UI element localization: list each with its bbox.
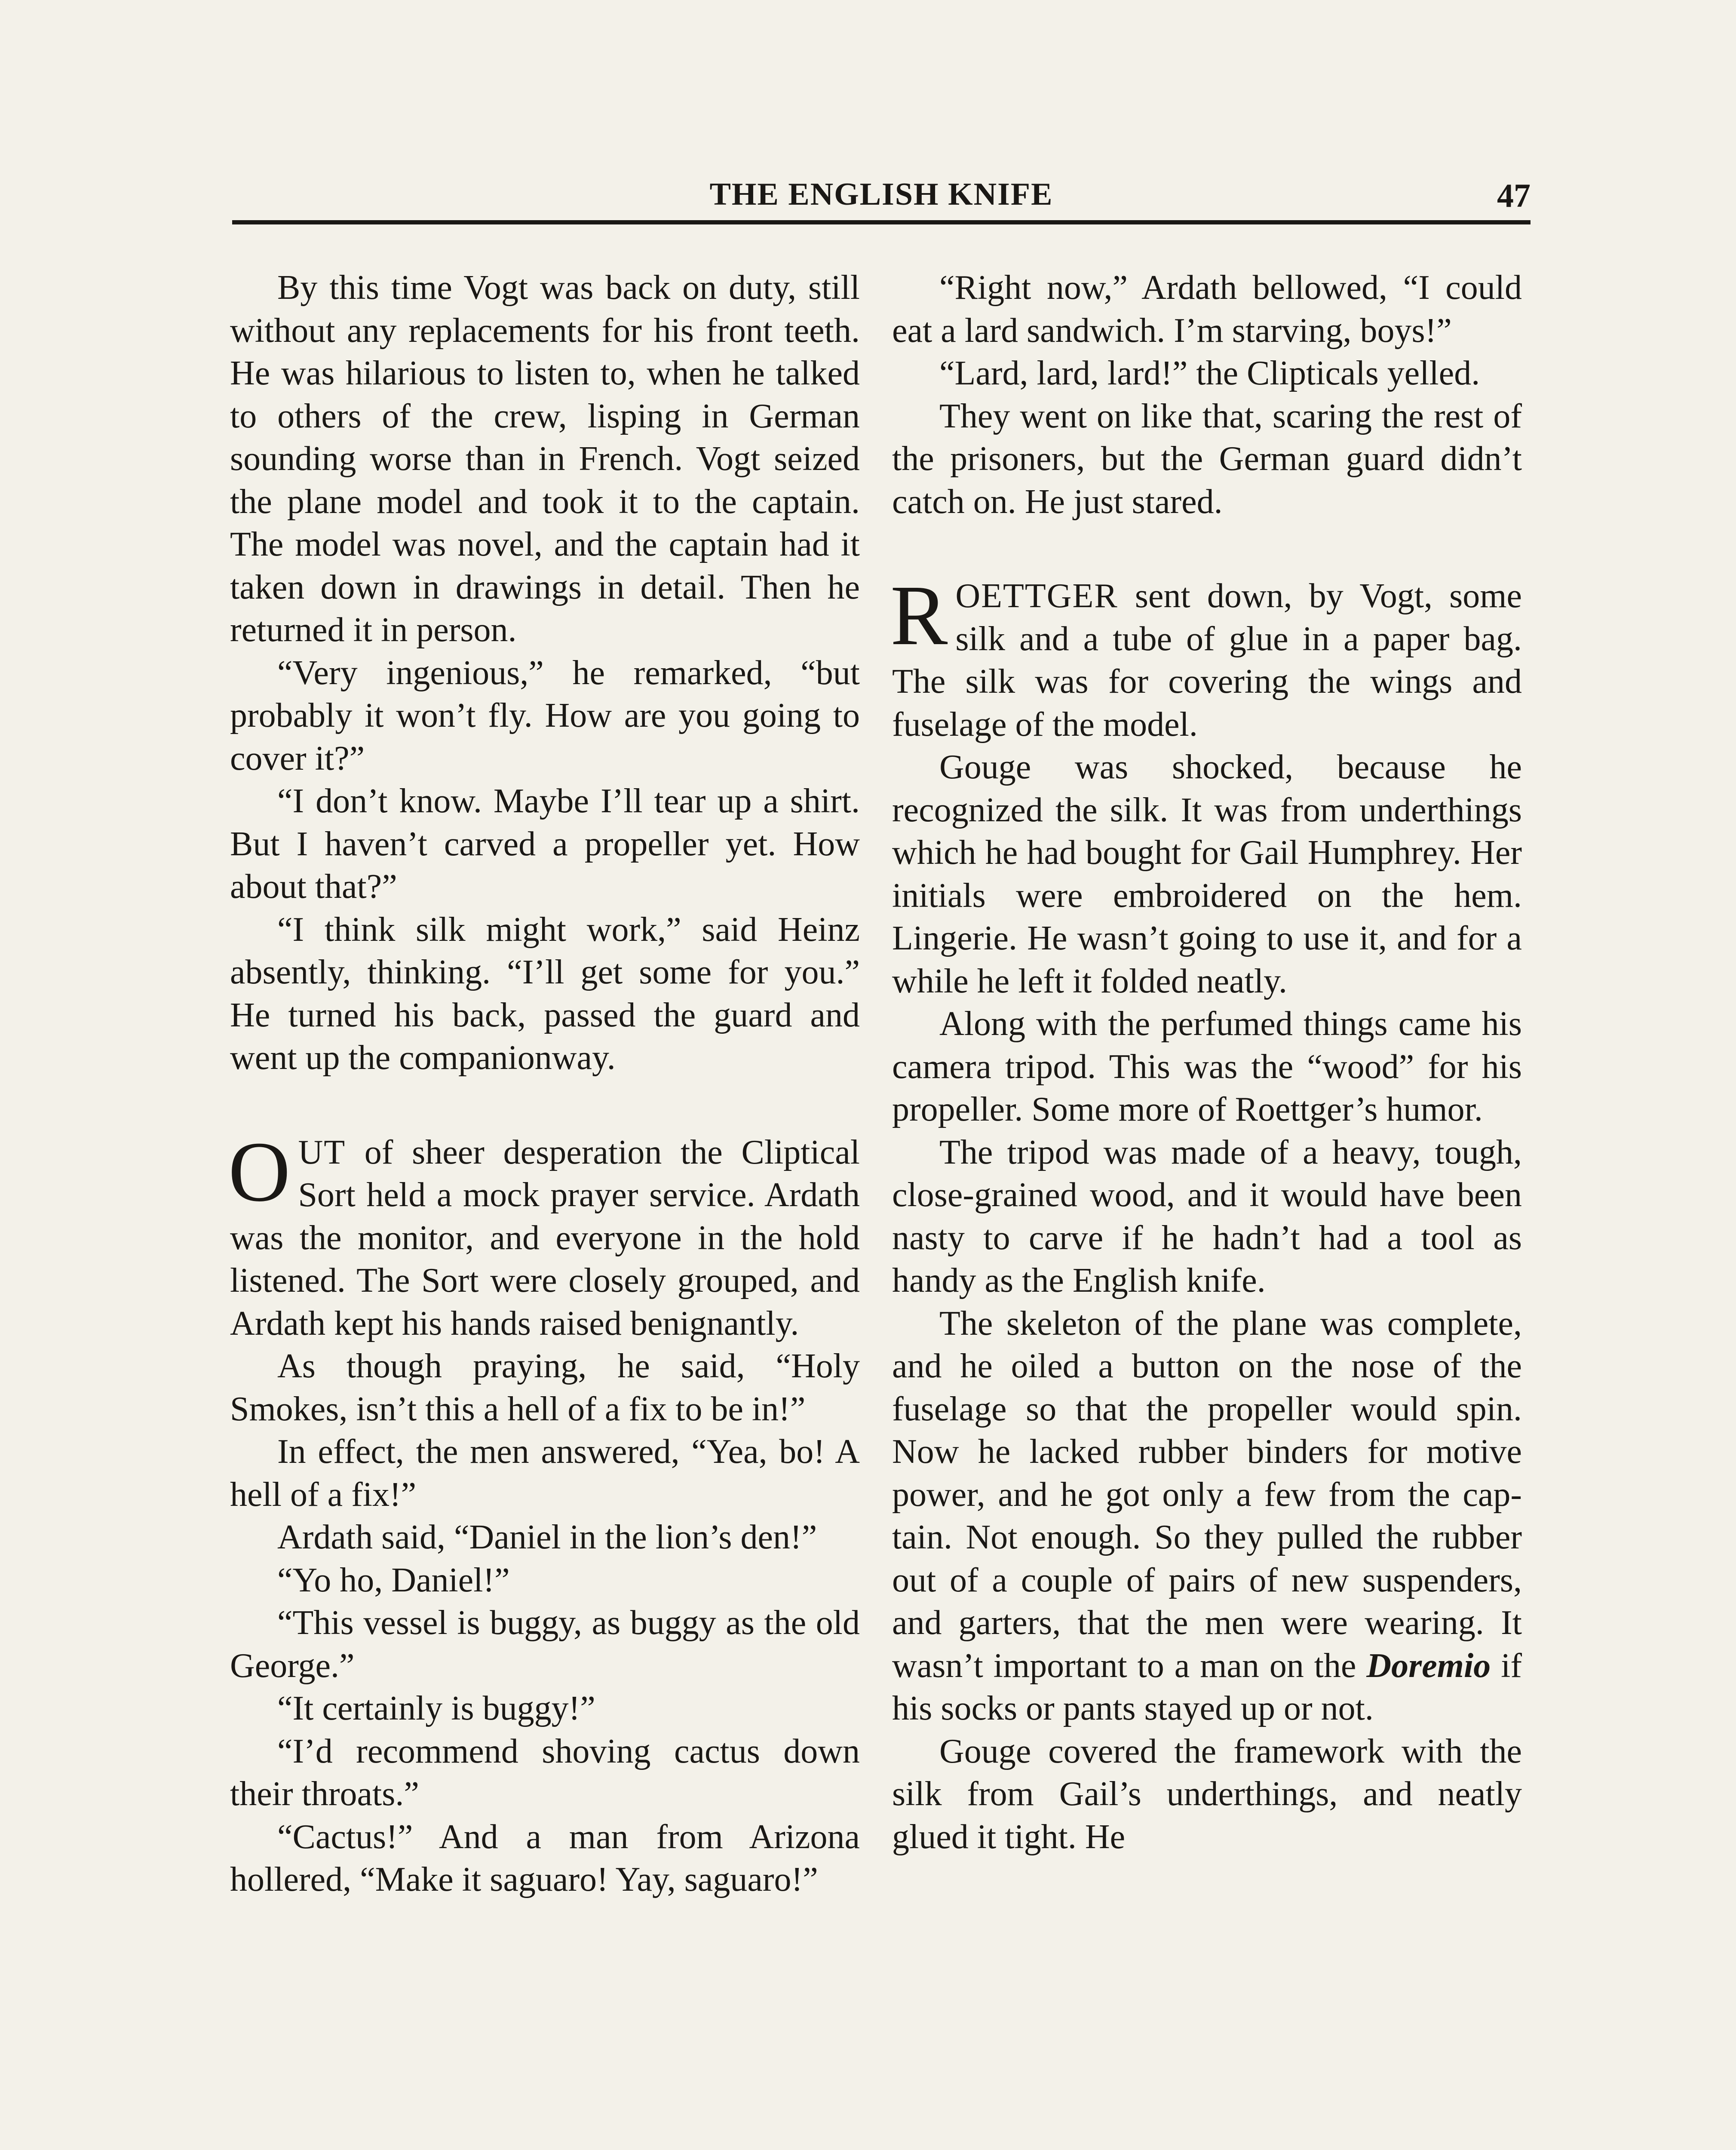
paragraph: “I don’t know. Maybe I’ll tear up a shirt. But I haven’t carved a propeller yet. How about that?” — [230, 782, 860, 906]
paragraph: Gouge was shocked, because he recognized the silk. It was from underthings which he had bought for Gail Humphrey. Her initials were embroidered on the hem. Lingerie. He wasn’t going to use it, and for a while he left it folded neatly. — [892, 748, 1522, 1000]
paragraph: By this time Vogt was back on duty, still without any replacements for his front teeth. He was hilarious to listen to, when he talked to others of the crew, lisping in German sounding worse than in French. Vogt seized the plane model and took it to the captain. The model was novel, and the captain had it taken down in drawings in detail. Then he returned it in person. — [230, 269, 860, 649]
header-rule — [232, 220, 1531, 224]
drop-cap: R — [890, 568, 948, 663]
page-number: 47 — [1497, 177, 1531, 214]
paragraph-text: if his socks or pants stayed up or not. — [892, 1646, 1522, 1727]
paragraph: Gouge covered the framework with the silk from Gail’s underthings, and neatly glued it tight. He — [892, 1732, 1522, 1856]
paragraph: The tripod was made of a heavy, tough, close-grained wood, and it would have been nasty to carve if he hadn’t had a tool as handy as the English knife. — [892, 1133, 1522, 1299]
lead-in-caps: UT — [298, 1133, 346, 1171]
paragraph: “I think silk might work,” said Heinz absently, thinking. “I’ll get some for you.” He turned his back, passed the guard and went up the companionway. — [230, 910, 860, 1077]
drop-cap: O — [228, 1124, 291, 1219]
paragraph-text: of sheer desperation the Cliptical Sort held a mock prayer service. Ardath was the monitor, and everyone in the hold listened. The Sort were closely grouped, and Ardath kept his hands raised benignantly. — [230, 1133, 860, 1342]
paragraph: “Very ingenious,” he remarked, “but probably it won’t fly. How are you going to cover it?” — [230, 654, 860, 777]
paragraph-text: sent down, by Vogt, some silk and a tube of glue in a paper bag. The silk was for covering the wings and fuselage of the model. — [892, 577, 1522, 743]
section-break-out-of-sheer — [228, 1124, 860, 1901]
paragraph: “Right now,” Ardath bellowed, “I could eat a lard sandwich. I’m starving, boys!” — [892, 269, 1522, 350]
paragraph: They went on like that, scaring the rest of the prisoners, but the German guard didn’t catch on. He just stared. — [892, 397, 1522, 521]
right-column — [892, 267, 1522, 1858]
paragraph: “Lard, lard, lard!” the Clipticals yelled. — [939, 354, 1480, 392]
paragraph: “This vessel is buggy, as buggy as the old George.” — [230, 1604, 860, 1685]
section-opening-paragraph — [890, 568, 1522, 746]
running-header — [232, 172, 1531, 219]
paragraph: Along with the perfumed things came his camera tripod. This was the “wood” for his propeller. Some more of Roettger’s humor. — [892, 1005, 1522, 1128]
running-title: THE ENGLISH KNIFE — [709, 177, 1053, 212]
paragraph: “I’d recommend shoving cactus down their throats.” — [230, 1732, 860, 1813]
paragraph: As though praying, he said, “Holy Smokes, isn’t this a hell of a fix to be in!” — [230, 1347, 860, 1428]
lead-in-caps: OETTGER — [955, 577, 1118, 615]
paragraph — [892, 1302, 1522, 1730]
section-break-roettger — [890, 568, 1522, 1858]
paragraph: “Cactus!” And a man from Arizona hollered, “Make it saguaro! Yay, saguaro!” — [230, 1818, 860, 1898]
paragraph: “It certainly is buggy!” — [277, 1689, 595, 1727]
left-column — [230, 267, 860, 1901]
ship-name: Doremio — [1366, 1646, 1491, 1685]
paragraph: Ardath said, “Daniel in the lion’s den!” — [277, 1518, 817, 1556]
paragraph-text: The skeleton of the plane was complete, and he oiled a button on the nose of the fuselage so that the propeller would spin. Now he lacked rubber binders for motive power, and he got only a few from the captain. Not enough. So they pulled the rubber out of a couple of pairs of new suspenders, and garters, that the men were wearing. It wasn’t important to a man on the — [892, 1304, 1522, 1685]
paragraph: In effect, the men answered, “Yea, bo! A hell of a fix!” — [230, 1433, 860, 1514]
section-opening-paragraph — [228, 1124, 860, 1345]
paragraph: “Yo ho, Daniel!” — [277, 1561, 510, 1599]
